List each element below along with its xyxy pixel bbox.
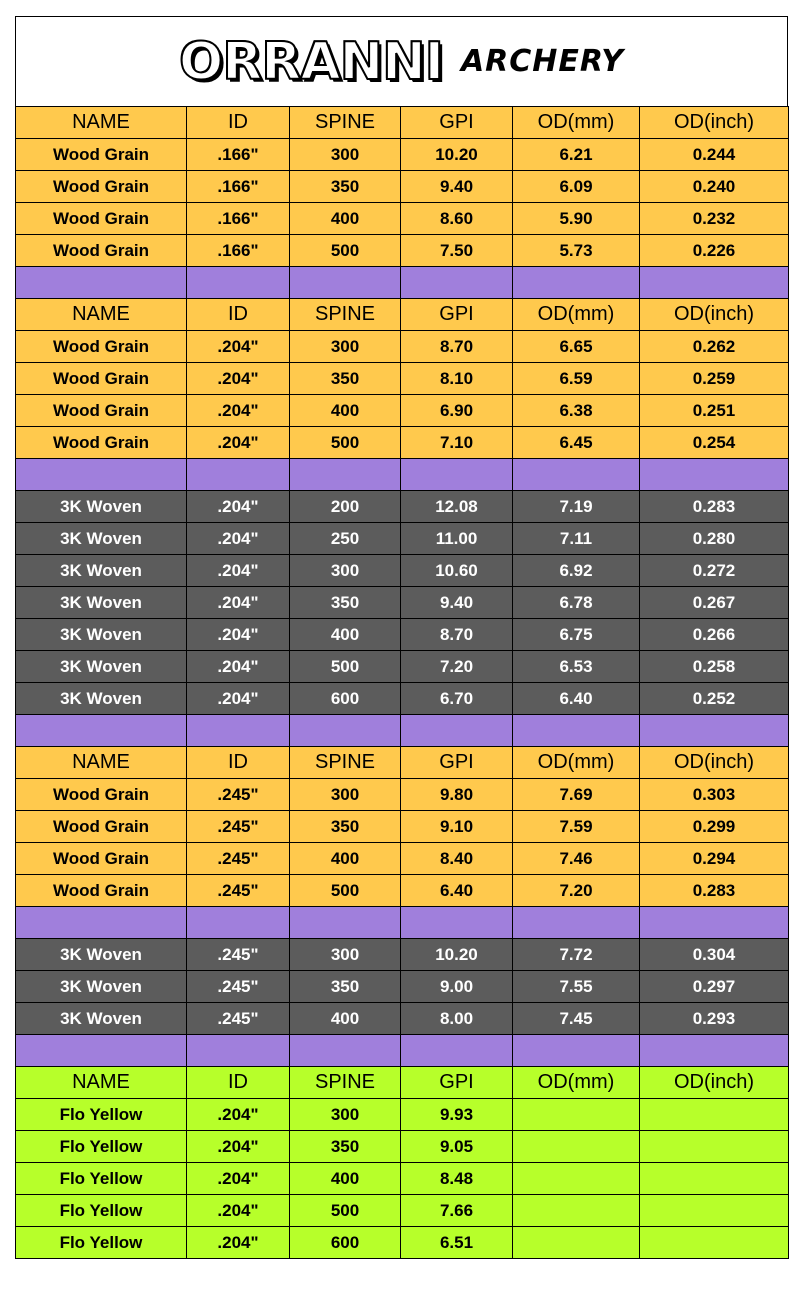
table-cell: 7.20	[401, 651, 513, 683]
table-cell	[187, 459, 290, 491]
table-cell: 9.93	[401, 1099, 513, 1131]
column-header-cell: OD(mm)	[513, 107, 640, 139]
table-cell: 0.294	[640, 843, 789, 875]
table-cell	[640, 715, 789, 747]
column-header-cell: SPINE	[290, 1067, 401, 1099]
table-row	[16, 619, 789, 651]
table-row	[16, 139, 789, 171]
table-cell: 3K Woven	[16, 683, 187, 715]
table-row	[16, 555, 789, 587]
column-header-cell: ID	[187, 1067, 290, 1099]
table-cell: .204"	[187, 491, 290, 523]
table-cell	[401, 459, 513, 491]
column-header-cell: SPINE	[290, 299, 401, 331]
table-cell: .166"	[187, 139, 290, 171]
column-header-cell: OD(mm)	[513, 1067, 640, 1099]
table-cell: 7.66	[401, 1195, 513, 1227]
table-cell: .166"	[187, 171, 290, 203]
table-cell: Wood Grain	[16, 331, 187, 363]
table-cell	[187, 267, 290, 299]
table-cell: Flo Yellow	[16, 1195, 187, 1227]
table-cell: 0.266	[640, 619, 789, 651]
brand-header	[15, 16, 788, 106]
table-cell: 0.297	[640, 971, 789, 1003]
table-row	[16, 1227, 789, 1259]
table-cell: Wood Grain	[16, 395, 187, 427]
table-row	[16, 363, 789, 395]
separator-row	[16, 715, 789, 747]
separator-row	[16, 267, 789, 299]
column-header-cell: OD(inch)	[640, 299, 789, 331]
separator-row	[16, 459, 789, 491]
table-cell: 10.20	[401, 139, 513, 171]
table-cell: 7.20	[513, 875, 640, 907]
table-cell: 300	[290, 139, 401, 171]
table-cell: .166"	[187, 235, 290, 267]
table-row	[16, 683, 789, 715]
table-cell: 6.40	[401, 875, 513, 907]
column-header-cell: GPI	[401, 107, 513, 139]
table-cell: 350	[290, 811, 401, 843]
table-cell: 0.232	[640, 203, 789, 235]
table-row	[16, 1195, 789, 1227]
table-cell: 7.19	[513, 491, 640, 523]
column-header-cell: GPI	[401, 747, 513, 779]
table-cell: 600	[290, 683, 401, 715]
table-cell: Wood Grain	[16, 779, 187, 811]
table-row	[16, 331, 789, 363]
table-cell: 7.59	[513, 811, 640, 843]
table-cell: 6.45	[513, 427, 640, 459]
table-cell: .245"	[187, 1003, 290, 1035]
table-cell: 3K Woven	[16, 971, 187, 1003]
table-cell: 6.59	[513, 363, 640, 395]
column-header-row	[16, 299, 789, 331]
table-cell: 7.72	[513, 939, 640, 971]
table-cell	[401, 715, 513, 747]
table-cell: 6.51	[401, 1227, 513, 1259]
table-cell: 300	[290, 779, 401, 811]
table-cell	[513, 907, 640, 939]
column-header-cell: OD(inch)	[640, 747, 789, 779]
table-cell	[290, 267, 401, 299]
table-cell: .204"	[187, 555, 290, 587]
table-cell: 7.50	[401, 235, 513, 267]
table-cell: 0.251	[640, 395, 789, 427]
table-row	[16, 395, 789, 427]
table-cell: 0.240	[640, 171, 789, 203]
table-cell: .204"	[187, 427, 290, 459]
table-cell: Wood Grain	[16, 427, 187, 459]
table-cell: .245"	[187, 875, 290, 907]
table-cell: 8.70	[401, 331, 513, 363]
table-row	[16, 811, 789, 843]
table-cell: 400	[290, 1003, 401, 1035]
table-cell: 6.75	[513, 619, 640, 651]
table-cell: 500	[290, 1195, 401, 1227]
table-cell: 8.10	[401, 363, 513, 395]
table-cell: 6.92	[513, 555, 640, 587]
table-cell	[16, 907, 187, 939]
table-cell: 3K Woven	[16, 555, 187, 587]
table-cell: 3K Woven	[16, 1003, 187, 1035]
table-cell: 0.267	[640, 587, 789, 619]
table-cell: 0.226	[640, 235, 789, 267]
table-cell: 300	[290, 555, 401, 587]
table-cell: 400	[290, 395, 401, 427]
table-cell: .204"	[187, 363, 290, 395]
table-cell	[513, 267, 640, 299]
table-cell: 400	[290, 203, 401, 235]
table-cell	[513, 1131, 640, 1163]
table-cell	[16, 1035, 187, 1067]
table-cell: Wood Grain	[16, 235, 187, 267]
table-cell: .204"	[187, 523, 290, 555]
table-row	[16, 171, 789, 203]
table-cell: 12.08	[401, 491, 513, 523]
column-header-row	[16, 107, 789, 139]
table-cell: Wood Grain	[16, 811, 187, 843]
table-cell	[187, 1035, 290, 1067]
table-row	[16, 491, 789, 523]
table-cell: .204"	[187, 1099, 290, 1131]
table-cell	[640, 1099, 789, 1131]
table-cell	[513, 1227, 640, 1259]
column-header-cell: OD(mm)	[513, 747, 640, 779]
table-cell	[16, 715, 187, 747]
brand-subtitle: ARCHERY	[460, 44, 624, 79]
table-row	[16, 1163, 789, 1195]
table-cell	[401, 907, 513, 939]
table-cell: Wood Grain	[16, 363, 187, 395]
table-cell: Flo Yellow	[16, 1163, 187, 1195]
table-cell: 3K Woven	[16, 619, 187, 651]
table-cell: 500	[290, 875, 401, 907]
table-row	[16, 843, 789, 875]
table-cell: 7.55	[513, 971, 640, 1003]
table-cell: 350	[290, 363, 401, 395]
table-cell: 7.46	[513, 843, 640, 875]
table-cell: 0.283	[640, 875, 789, 907]
table-row	[16, 779, 789, 811]
table-cell	[640, 459, 789, 491]
table-cell	[640, 1195, 789, 1227]
table-cell: 10.60	[401, 555, 513, 587]
separator-row	[16, 907, 789, 939]
table-cell: 0.293	[640, 1003, 789, 1035]
table-cell	[401, 267, 513, 299]
table-cell	[640, 907, 789, 939]
table-cell: 6.78	[513, 587, 640, 619]
table-cell: 0.283	[640, 491, 789, 523]
table-cell: 500	[290, 427, 401, 459]
table-cell: .204"	[187, 651, 290, 683]
table-row	[16, 427, 789, 459]
table-row	[16, 587, 789, 619]
table-cell	[640, 1035, 789, 1067]
table-cell: 6.90	[401, 395, 513, 427]
table-cell	[513, 459, 640, 491]
table-cell: 10.20	[401, 939, 513, 971]
table-cell: 3K Woven	[16, 523, 187, 555]
table-cell: .245"	[187, 939, 290, 971]
table-cell: .204"	[187, 331, 290, 363]
table-row	[16, 971, 789, 1003]
table-cell: .204"	[187, 1163, 290, 1195]
table-cell: 9.00	[401, 971, 513, 1003]
table-cell	[290, 459, 401, 491]
table-cell: 6.38	[513, 395, 640, 427]
table-cell	[16, 459, 187, 491]
table-cell	[513, 1035, 640, 1067]
table-cell: 350	[290, 171, 401, 203]
table-cell	[513, 1099, 640, 1131]
table-cell: 350	[290, 587, 401, 619]
table-cell: 400	[290, 1163, 401, 1195]
table-cell: 5.90	[513, 203, 640, 235]
table-row	[16, 875, 789, 907]
table-cell: .204"	[187, 1227, 290, 1259]
table-cell: 400	[290, 843, 401, 875]
table-row	[16, 1099, 789, 1131]
table-cell: 300	[290, 939, 401, 971]
table-cell	[640, 1131, 789, 1163]
table-cell: 0.259	[640, 363, 789, 395]
table-cell: .245"	[187, 779, 290, 811]
table-cell	[187, 907, 290, 939]
column-header-cell: ID	[187, 107, 290, 139]
table-cell: .204"	[187, 395, 290, 427]
table-cell: Flo Yellow	[16, 1099, 187, 1131]
table-cell: .204"	[187, 1195, 290, 1227]
column-header-cell: ID	[187, 299, 290, 331]
table-cell: 3K Woven	[16, 651, 187, 683]
table-cell: 0.280	[640, 523, 789, 555]
column-header-cell: NAME	[16, 1067, 187, 1099]
table-cell: 0.252	[640, 683, 789, 715]
spec-table-body	[16, 107, 789, 1259]
table-row	[16, 203, 789, 235]
table-row	[16, 1131, 789, 1163]
table-cell: 8.48	[401, 1163, 513, 1195]
table-cell: Flo Yellow	[16, 1227, 187, 1259]
table-cell: .204"	[187, 683, 290, 715]
table-cell: 7.69	[513, 779, 640, 811]
table-cell	[640, 1163, 789, 1195]
table-row	[16, 1003, 789, 1035]
table-cell: 6.21	[513, 139, 640, 171]
table-cell	[513, 1195, 640, 1227]
table-cell: 11.00	[401, 523, 513, 555]
column-header-cell: GPI	[401, 1067, 513, 1099]
table-cell: Wood Grain	[16, 843, 187, 875]
column-header-cell: SPINE	[290, 747, 401, 779]
table-cell	[513, 715, 640, 747]
table-cell: 9.80	[401, 779, 513, 811]
table-row	[16, 939, 789, 971]
table-cell: .245"	[187, 971, 290, 1003]
table-cell: 8.00	[401, 1003, 513, 1035]
table-cell: 400	[290, 619, 401, 651]
column-header-row	[16, 1067, 789, 1099]
table-row	[16, 651, 789, 683]
table-cell: 0.272	[640, 555, 789, 587]
column-header-cell: ID	[187, 747, 290, 779]
table-cell: 8.40	[401, 843, 513, 875]
table-cell: 600	[290, 1227, 401, 1259]
table-cell	[16, 267, 187, 299]
table-cell: 9.40	[401, 587, 513, 619]
table-cell: 300	[290, 331, 401, 363]
table-cell	[513, 1163, 640, 1195]
table-cell: 8.70	[401, 619, 513, 651]
table-cell: 250	[290, 523, 401, 555]
table-cell: 9.40	[401, 171, 513, 203]
table-cell: 350	[290, 971, 401, 1003]
table-cell: 0.304	[640, 939, 789, 971]
spec-sheet	[15, 16, 788, 1259]
table-cell: 6.40	[513, 683, 640, 715]
table-cell	[401, 1035, 513, 1067]
table-cell: 7.10	[401, 427, 513, 459]
brand-logo: ORRANNI	[179, 31, 443, 92]
table-cell	[290, 1035, 401, 1067]
table-cell: 7.45	[513, 1003, 640, 1035]
table-cell	[290, 907, 401, 939]
table-cell: .245"	[187, 843, 290, 875]
column-header-row	[16, 747, 789, 779]
table-cell: 300	[290, 1099, 401, 1131]
table-cell: 350	[290, 1131, 401, 1163]
spec-table	[15, 106, 789, 1259]
table-cell: 0.299	[640, 811, 789, 843]
table-cell: 200	[290, 491, 401, 523]
table-cell: 6.65	[513, 331, 640, 363]
table-cell: 0.244	[640, 139, 789, 171]
table-cell: 6.70	[401, 683, 513, 715]
table-cell	[640, 1227, 789, 1259]
table-cell: Wood Grain	[16, 139, 187, 171]
column-header-cell: GPI	[401, 299, 513, 331]
table-cell: 0.258	[640, 651, 789, 683]
table-cell: 0.254	[640, 427, 789, 459]
table-cell: 8.60	[401, 203, 513, 235]
table-cell	[640, 267, 789, 299]
column-header-cell: NAME	[16, 107, 187, 139]
table-cell: 3K Woven	[16, 587, 187, 619]
table-cell: .166"	[187, 203, 290, 235]
table-cell: .204"	[187, 619, 290, 651]
table-cell: Wood Grain	[16, 203, 187, 235]
table-cell: 6.53	[513, 651, 640, 683]
table-cell: 3K Woven	[16, 491, 187, 523]
table-cell: 0.303	[640, 779, 789, 811]
table-cell: 5.73	[513, 235, 640, 267]
table-cell: 0.262	[640, 331, 789, 363]
table-cell: Flo Yellow	[16, 1131, 187, 1163]
table-cell	[290, 715, 401, 747]
table-cell: Wood Grain	[16, 171, 187, 203]
table-cell: 500	[290, 235, 401, 267]
column-header-cell: OD(mm)	[513, 299, 640, 331]
table-cell: 7.11	[513, 523, 640, 555]
table-cell: 3K Woven	[16, 939, 187, 971]
table-cell: .245"	[187, 811, 290, 843]
column-header-cell: NAME	[16, 299, 187, 331]
column-header-cell: OD(inch)	[640, 107, 789, 139]
column-header-cell: OD(inch)	[640, 1067, 789, 1099]
column-header-cell: SPINE	[290, 107, 401, 139]
table-cell: .204"	[187, 587, 290, 619]
column-header-cell: NAME	[16, 747, 187, 779]
table-cell: 500	[290, 651, 401, 683]
separator-row	[16, 1035, 789, 1067]
table-cell	[187, 715, 290, 747]
table-row	[16, 523, 789, 555]
table-cell: 9.10	[401, 811, 513, 843]
table-row	[16, 235, 789, 267]
table-cell: .204"	[187, 1131, 290, 1163]
table-cell: Wood Grain	[16, 875, 187, 907]
table-cell: 6.09	[513, 171, 640, 203]
table-cell: 9.05	[401, 1131, 513, 1163]
